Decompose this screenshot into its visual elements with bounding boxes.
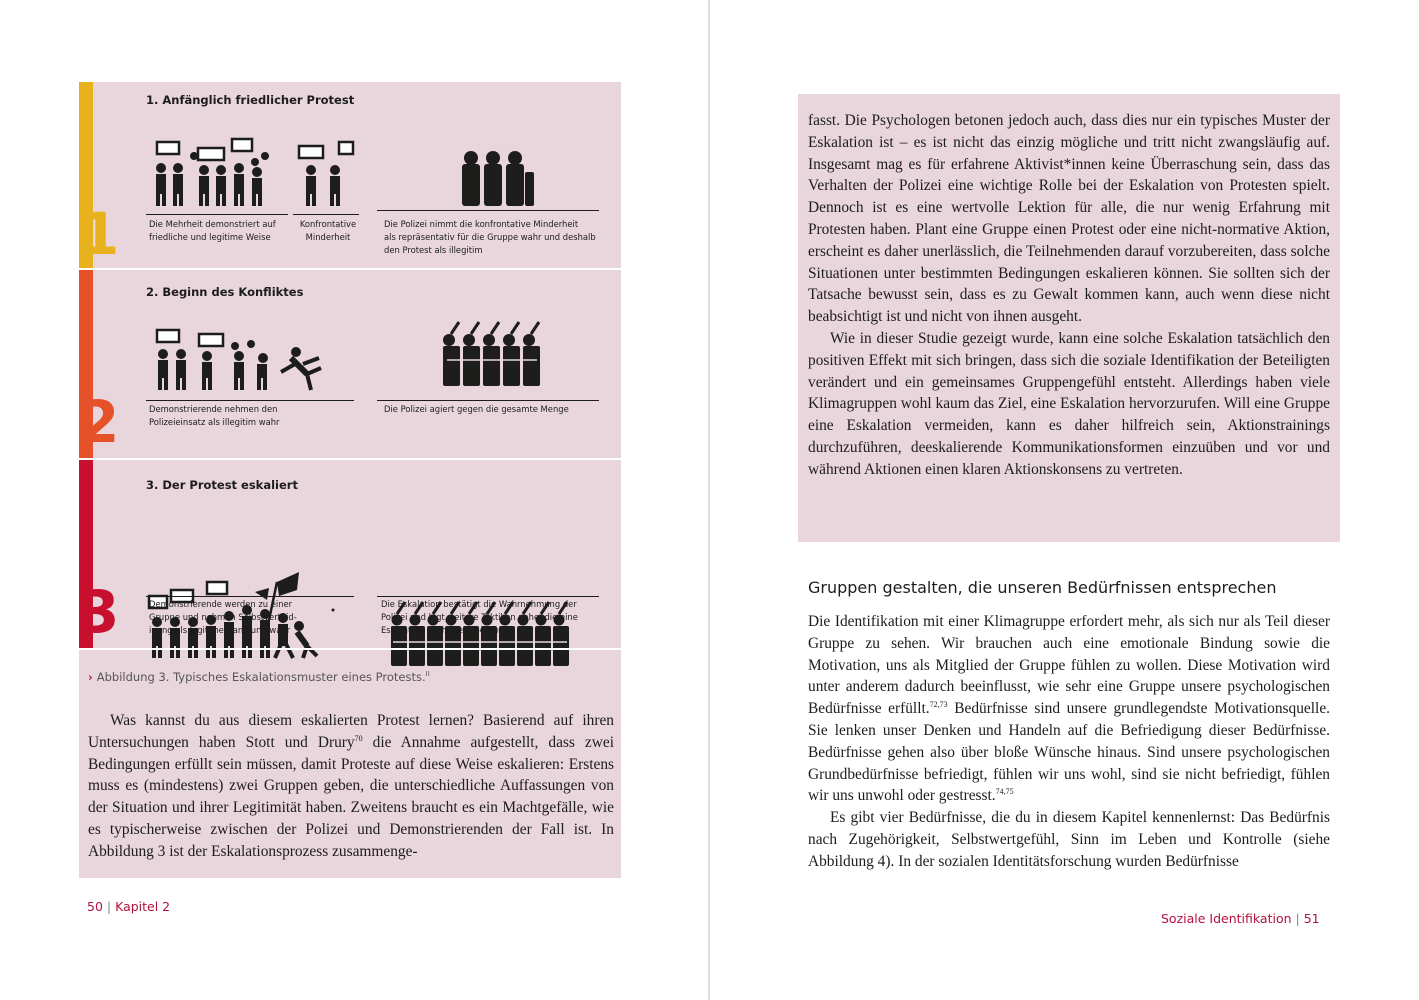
stage-2 [79, 270, 621, 458]
left-page [0, 0, 708, 1000]
rule [146, 596, 354, 597]
paragraph: fasst. Die Psychologen betonen jedoch auch, dass dies nur ein typisches Muster der Eskalation ist – es ist nicht das einzig mögliche und tritt nicht zwangsläufig auf. Insgesamt mag es für erfahrene Aktivist*innen keine Überraschung sein, dass das Verhalten der Polizei eine wichtige Rolle bei der Eskalation von Protesten spielt. Dennoch ist es eine wertvolle Lektion für alle, die nur wenig Erfahrung mit Protesten haben. Plant eine Gruppe einen Protest oder eine nicht-normative Aktion, erscheint es daher unerlässlich, die Teilnehmenden darauf vorzubereiten, dass solche Situationen unter bestimmten Bedingungen eskalieren können. Sie sollten sich der Tatsache bewusst sein, dass es zu Gewalt kommen kann, auch wenn diese nicht beabsichtigt ist und nicht von ihnen ausgeht. [808, 112, 1330, 326]
paragraph [88, 710, 614, 863]
figure-panel [79, 82, 621, 878]
stage-2-title: 2. Beginn des Konfliktes [146, 285, 304, 299]
stage-2-number: 2 [79, 388, 120, 456]
rule [377, 596, 599, 597]
footnote-ref[interactable]: 70 [354, 733, 363, 743]
rule [146, 400, 354, 401]
folio-divider: | [1295, 911, 1300, 926]
fleeing-protesters-figure [151, 328, 341, 392]
page-number: 51 [1303, 911, 1320, 926]
peaceful-protesters-figure [149, 134, 274, 210]
right-page [710, 0, 1419, 1000]
left-folio [87, 899, 170, 914]
left-body-text [88, 710, 614, 863]
figure-caption [88, 670, 430, 684]
paragraph [808, 611, 1330, 807]
section-heading: Gruppen gestalten, die unseren Bedürfnissen entsprechen [808, 578, 1277, 597]
stage-3-caption-police: Die Eskalation bestätigt die Wahrnehmung der Polizei und legt weitere Taktiken nahe, die eine Eskalation noch mehr befeuern [381, 599, 578, 635]
stage-2-caption-protesters: Demonstrierende nehmen den Polizeieinsatz als illegitim wahr [149, 404, 280, 427]
stage-1 [79, 82, 621, 268]
paragraph-text: Bedürfnisse sind unsere grundlegendste Motivationsquelle. Sie lenken unser Denken und Handeln auf die Befriedigung dieser Bedürfnisse. Bedürfnisse gehen also über bloße Wünsche hinaus. Sind unsere psychologischen Grundbedürfnisse befriedigt, fühlen wir uns wohl, sind sie nicht befriedigt, fühlen wir uns unwohl oder gestresst. [808, 700, 1330, 805]
figure-caption-text: Abbildung 3. Typisches Eskalationsmuster eines Protests. [96, 670, 426, 684]
box-body-text [808, 110, 1330, 481]
stage-3 [79, 460, 621, 648]
paragraph-text: die Annahme aufgestellt, dass zwei Bedingungen erfüllt sein müssen, damit Proteste auf diese Weise eskalieren: Erstens muss es (mindestens) zwei Gruppen geben, die unterschiedliche Auffassungen von der Situation und ihrer Legitimität haben. Zweitens braucht es ein Machtgefälle, wie es typischerweise zwischen der Polizei und Demonstrierenden der Fall ist. In Abbildung 3 ist der Eskalationsprozess zusammenge- [88, 733, 614, 860]
rule [377, 210, 599, 211]
confrontational-minority-figure [295, 140, 359, 210]
chapter-label: Kapitel 2 [115, 899, 171, 914]
continued-text-box [798, 94, 1340, 542]
footnote-ref[interactable]: 74,75 [995, 787, 1014, 797]
police-advancing-figure [441, 320, 551, 390]
stage-3-caption-protesters: Demonstrierende werden zu einer Gruppe und nehmen Selbstverteid- igung als legitime Handlung wahr [149, 599, 297, 635]
right-body-text [808, 611, 1330, 873]
stage-3-number: 3 [79, 578, 120, 646]
rule [377, 400, 599, 401]
paragraph: Wie in dieser Studie gezeigt wurde, kann eine solche Eskalation tatsächlich den positiven Effekt mit sich bringen, dass sich die soziale Identifikation der Beteiligten verändert und ein gemeinsames Gruppengefühl entsteht. Allerdings haben viele Klimagruppen wohl kaum das Ziel, eine Eskalation hervorzurufen. Will eine Gruppe eine Eskalation vermeiden, kann es daher hilfreich sein, Aktionstrainings durchzuführen, deeskalierende Kommunikationsformen einzuüben und vor und während Aktionen einen klaren Aktionskonsens zu vertreten. [808, 329, 1330, 478]
section-label: Soziale Identifikation [1161, 911, 1292, 926]
right-folio [1161, 911, 1320, 926]
footnote-ref[interactable]: 72,73 [929, 700, 948, 710]
rule [146, 214, 288, 215]
stage-1-caption-minority: Konfrontative Minderheit [299, 219, 357, 242]
caption-arrow-icon: › [88, 670, 93, 684]
paragraph-text: Die Identifikation mit einer Klimagruppe erfordert mehr, als sich nur als Teil dieser Gruppe zu sehen. Wir brauchen auch eine emotionale Bindung sowie die Motivation, uns als Mitglied der Gruppe fühlen zu wollen. Diese Motivation wird unter anderem dadurch beeinflusst, wie sehr eine Gruppe unsere psychologischen Bedürfnisse erfüllt. [808, 613, 1330, 718]
page-number: 50 [87, 899, 103, 914]
stage-1-caption-police: Die Polizei nimmt die konfrontative Minderheit als repräsentativ für die Gruppe wahr und deshalb den Protest als illegitim [384, 219, 596, 255]
rule [293, 214, 359, 215]
stage-1-title: 1. Anfänglich friedlicher Protest [146, 93, 355, 107]
stage-1-number: 1 [79, 200, 120, 268]
separator [79, 648, 621, 650]
paragraph: Es gibt vier Bedürfnisse, die du in diesem Kapitel kennenlernst: Das Bedürfnis nach Zugehörigkeit, Selbstwertgefühl, Sinn im Leben und Kontrolle (siehe Abbildung 4). In der sozialen Identitätsforschung wurden Bedürfnisse [808, 809, 1330, 870]
figure-caption-note: II [425, 670, 430, 679]
stage-2-caption-police: Die Polizei agiert gegen die gesamte Menge [384, 404, 569, 414]
police-line-figure [459, 150, 539, 210]
paragraph-text: Was kannst du aus diesem eskalierten Protest lernen? Basierend auf ihren Untersuchungen haben Stott und Drury [88, 712, 614, 751]
stage-3-title: 3. Der Protest eskaliert [146, 478, 298, 492]
folio-divider: | [106, 899, 112, 914]
stage-1-caption-majority: Die Mehrheit demonstriert auf friedliche und legitime Weise [149, 219, 276, 242]
